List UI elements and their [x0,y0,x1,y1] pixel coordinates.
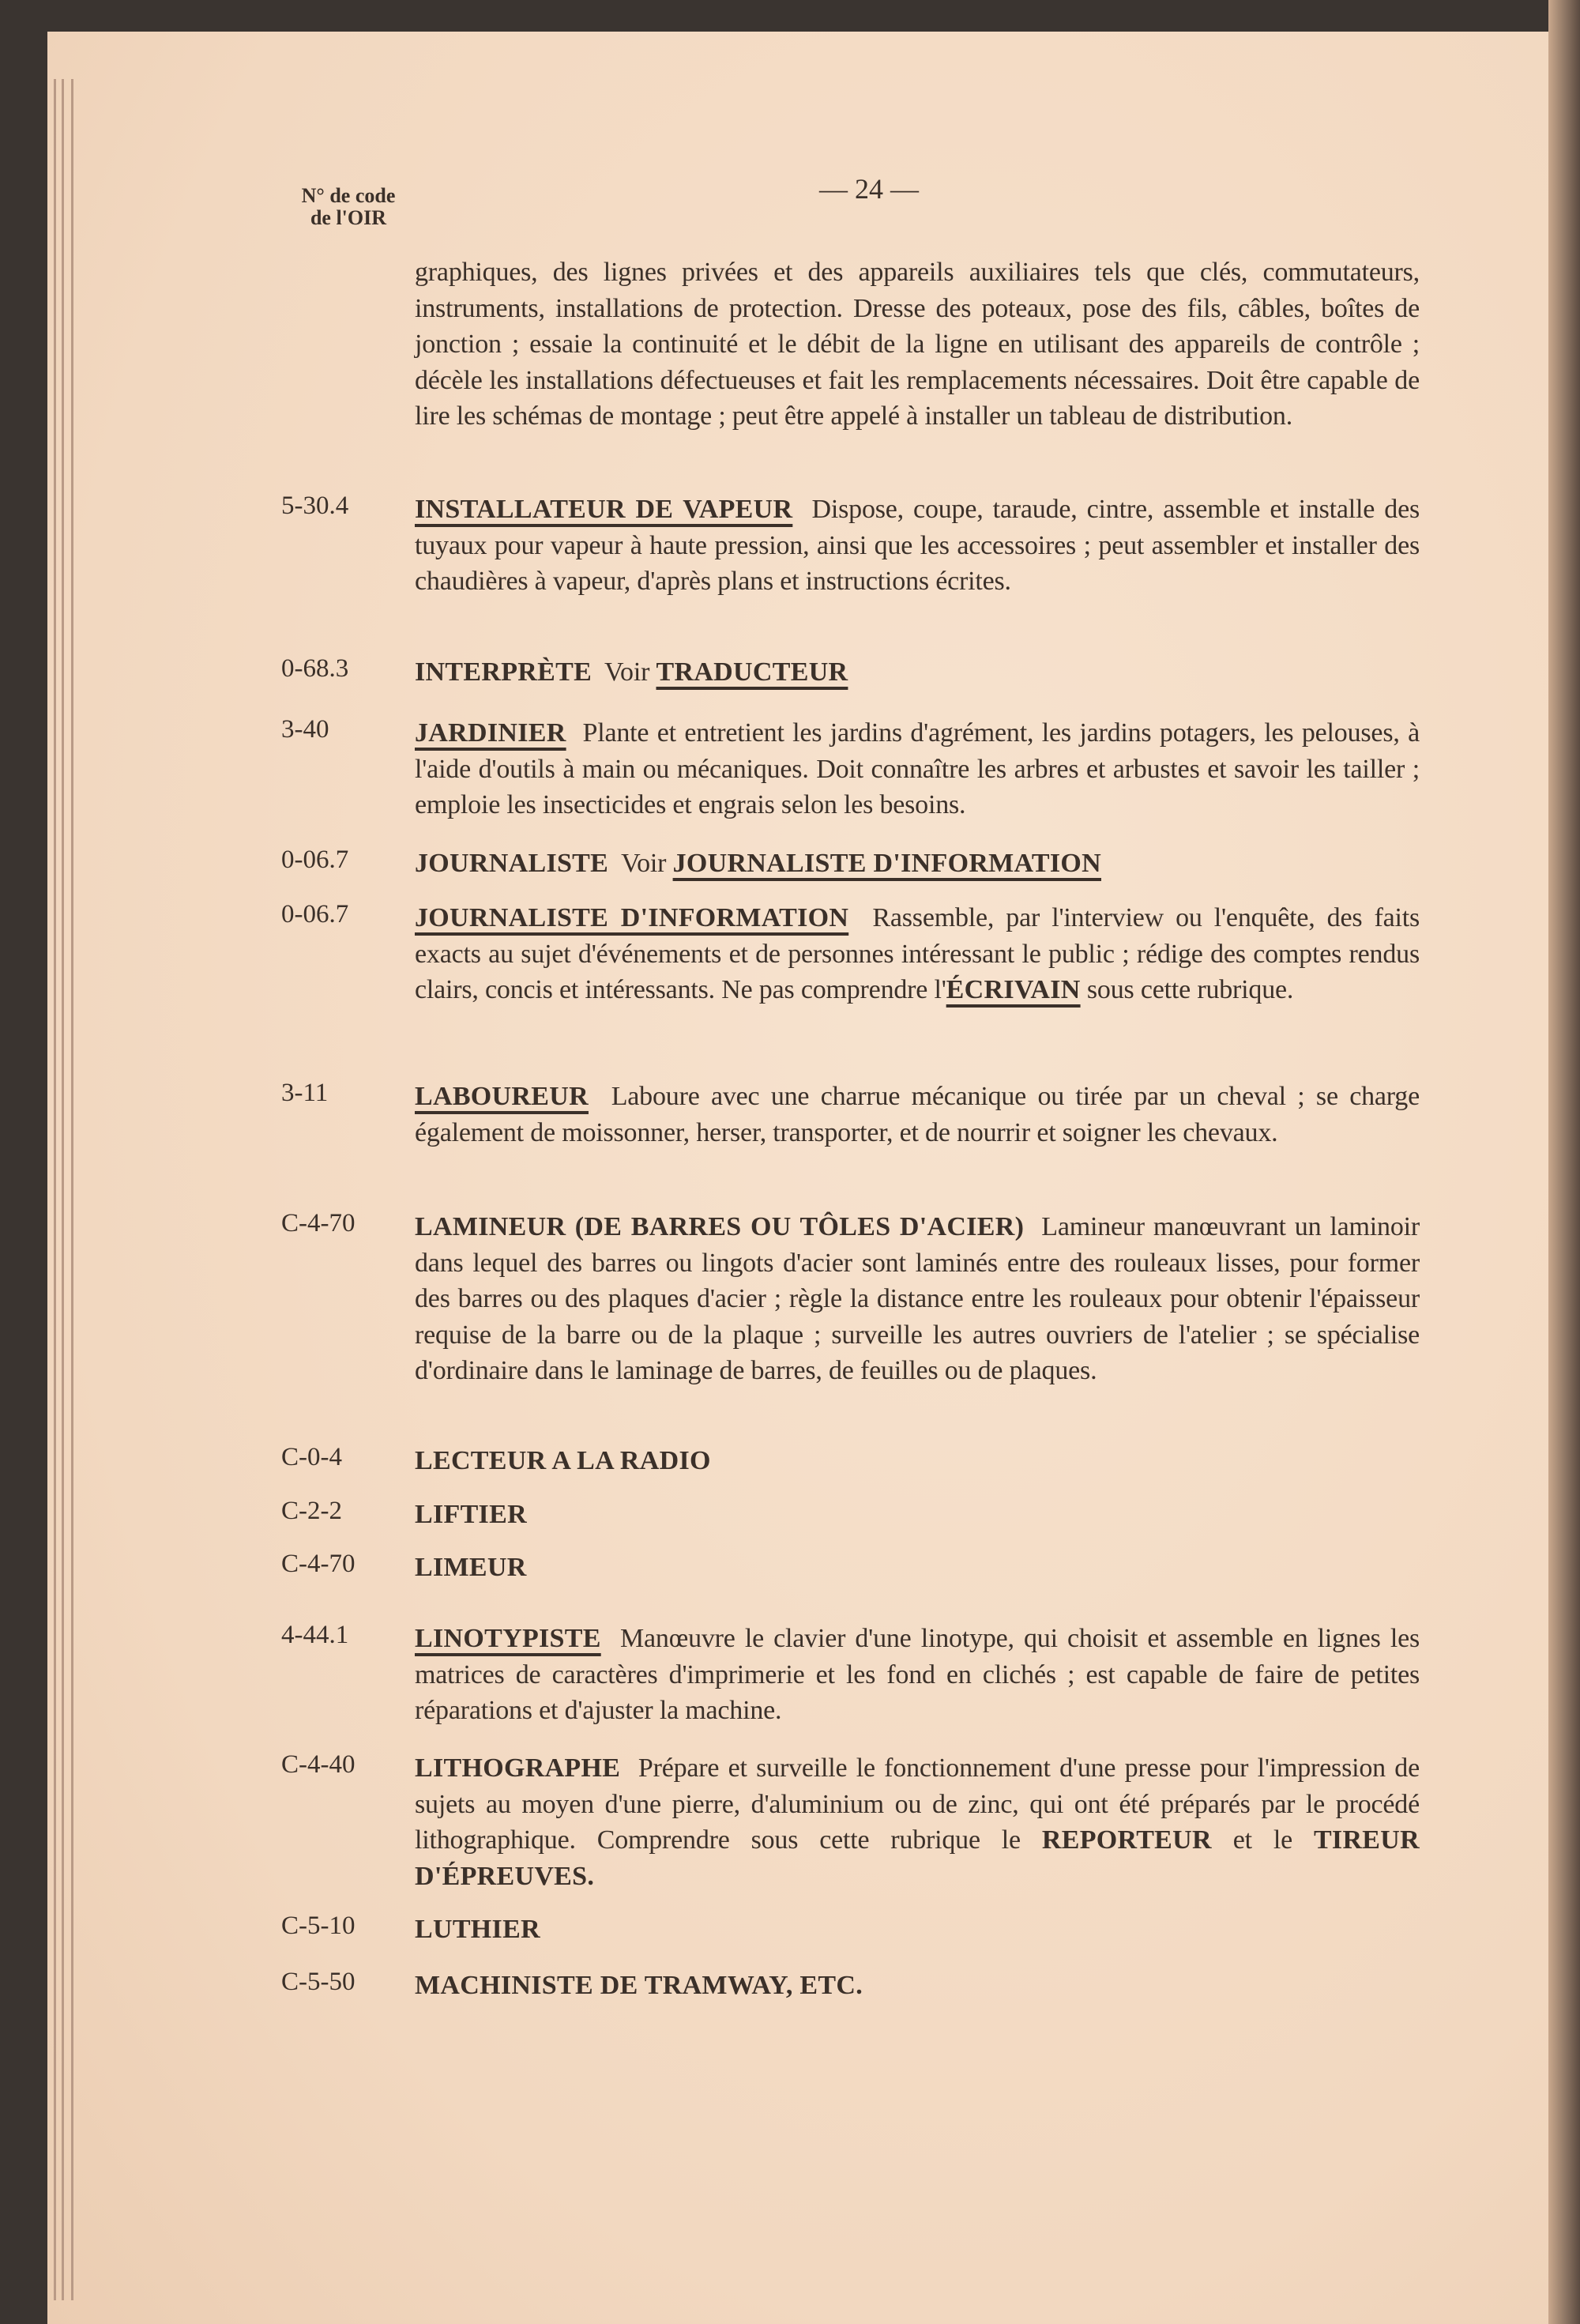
entry-text: Voir [592,657,656,687]
entry-text: Prépare et surveille le fonctionnement d'une presse pour l'impression de sujets au moyen d'une pierre, d'aluminium ou de zinc, qui ont été préparés par le procédé lithographique. Comprendre sous cette rubrique le [415,1753,1427,1855]
dictionary-entry [281,1497,1420,1533]
entry-term: LAMINEUR (DE BARRES OU TÔLES D'ACIER) [415,1212,1025,1241]
entry-text: Voir [608,849,673,878]
entry-body [415,1621,1427,1729]
code-label-line2: de l'OIR [310,206,387,229]
dictionary-entry [281,1968,1420,2004]
entry-term-underlined: JOURNALISTE D'INFORMATION [672,849,1101,878]
code-column-header [289,185,408,229]
entry-text: graphiques, des lignes privées et des appareils auxiliaires tels que clés, commutateurs, instruments, installations de protection. Dresse des poteaux, pose des fils, câbles, boîtes de jonction ; essaie la continuité et le débit de la ligne en utilisant des appareils de contrôle ; décèle les installations défectueuses et fait les remplacements nécessaires. Doit être capable de lire les schémas de montage ; peut être appelé à installer un tableau de distribution. [415,258,1427,431]
entry-code: 0-06.7 [281,900,349,928]
entry-body [415,254,1427,435]
entry-code: 3-40 [281,715,329,744]
entry-term-underlined: LINOTYPISTE [415,1624,601,1653]
entry-code: C-2-2 [281,1497,342,1525]
entry-term: LIFTIER [415,1500,527,1529]
dictionary-entry [281,1443,1420,1479]
dictionary-entry [281,492,1427,600]
entry-code: C-0-4 [281,1443,342,1471]
entry-text: Manœuvre le clavier d'une linotype, qui choisit et assemble en lignes les matrices de caractères d'imprimerie et les fond en clichés ; est capable de faire de petites réparations et d'ajuster la machine. [415,1624,1427,1725]
entry-code: C-5-50 [281,1968,356,1996]
entry-term: LIMEUR [415,1553,527,1582]
entry-code: C-5-10 [281,1912,356,1940]
entry-body [415,654,1420,691]
entry-term-underlined: ÉCRIVAIN [946,975,1081,1004]
entry-term: LECTEUR A LA RADIO [415,1446,711,1475]
entry-body [415,1550,1420,1586]
entry-text: et le [1211,1825,1314,1855]
entry-body [415,1443,1420,1479]
binding-edge [54,79,56,2300]
entry-body [415,1497,1420,1533]
entry-text: Laboure avec une charrue mécanique ou tirée par un cheval ; se charge également de moissonner, herser, transporter, et de nourrir et soigner les chevaux. [415,1082,1427,1147]
entry-body [415,1209,1427,1389]
entry-text: Plante et entretient les jardins d'agrément, les jardins potagers, les pelouses, à l'aide d'outils à main ou mécaniques. Doit connaître les arbres et arbustes et savoir les tailler ; emploie les insecticides et engrais selon les besoins. [415,718,1427,819]
entry-text: Rassemble, par l'interview ou l'enquête, des faits exacts au sujet d'événements et de personnes intéressant le public ; rédige des comptes rendus clairs, concis et intéressants. Ne pas comprendre l' [415,903,1427,1004]
entry-term-underlined: TRADUCTEUR [656,657,848,687]
entry-term: LITHOGRAPHE [415,1753,621,1783]
entry-term: JOURNALISTE [415,849,609,878]
dictionary-entry [281,1750,1427,1894]
dictionary-entry [281,1550,1420,1586]
binding-edge [71,79,73,2300]
entry-term: TIREUR D'ÉPREUVES. [415,1825,1427,1891]
page-number: — 24 — [819,173,919,205]
entry-term: REPORTEUR [1041,1825,1212,1855]
code-label-line1: N° de code [301,184,396,207]
dictionary-entry [281,654,1420,691]
dictionary-entry [281,1209,1427,1389]
entry-term: INTERPRÈTE [415,657,592,687]
entry-term-underlined: JOURNALISTE D'INFORMATION [415,903,849,932]
entry-term-underlined: JARDINIER [415,718,566,748]
entry-body [415,1968,1420,2004]
entry-code: C-4-40 [281,1750,356,1779]
entry-term: LUTHIER [415,1915,540,1944]
entry-body [415,1750,1427,1894]
entry-body [415,1079,1427,1151]
entry-code: 4-44.1 [281,1621,349,1649]
entry-body [415,846,1420,882]
entry-code: C-4-70 [281,1550,356,1578]
entry-body [415,1912,1420,1948]
entry-term-underlined: LABOUREUR [415,1082,589,1111]
dictionary-entry [281,1621,1427,1729]
entry-term-underlined: INSTALLATEUR DE VAPEUR [415,495,793,524]
entry-body [415,900,1427,1008]
entry-text: sous cette rubrique. [1080,975,1294,1004]
entry-code: 0-06.7 [281,846,349,874]
entry-text: Dispose, coupe, taraude, cintre, assemble et installe des tuyaux pour vapeur à haute pression, ainsi que les accessoires ; peut assembler et installer des chaudières à vapeur, d'après plans et instructions écrites. [415,495,1427,596]
entry-code: 3-11 [281,1079,329,1107]
entry-code: C-4-70 [281,1209,356,1237]
entry-body [415,492,1427,600]
entry-term: MACHINISTE DE TRAMWAY, ETC. [415,1971,863,2000]
entry-code: 5-30.4 [281,492,349,520]
dictionary-entry [281,900,1427,1008]
dictionary-entry [281,846,1420,882]
dictionary-entry [281,1912,1420,1948]
dictionary-entry [281,254,1427,435]
page-right-edge [1548,0,1580,2324]
entry-code: 0-68.3 [281,654,349,683]
entry-body [415,715,1427,823]
binding-edge [62,79,64,2300]
dictionary-entry [281,715,1427,823]
dictionary-entry [281,1079,1427,1151]
entry-text: Lamineur manœuvrant un laminoir dans lequel des barres ou lingots d'acier sont laminés entre des rouleaux lisses, pour former des barres ou des plaques d'acier ; règle la distance entre les rouleaux pour obtenir l'épaisseur requise de la barre ou de la plaque ; surveille les autres ouvriers de l'atelier ; se spécialise d'ordinaire dans le laminage de barres, de feuilles ou de plaques. [415,1212,1427,1385]
